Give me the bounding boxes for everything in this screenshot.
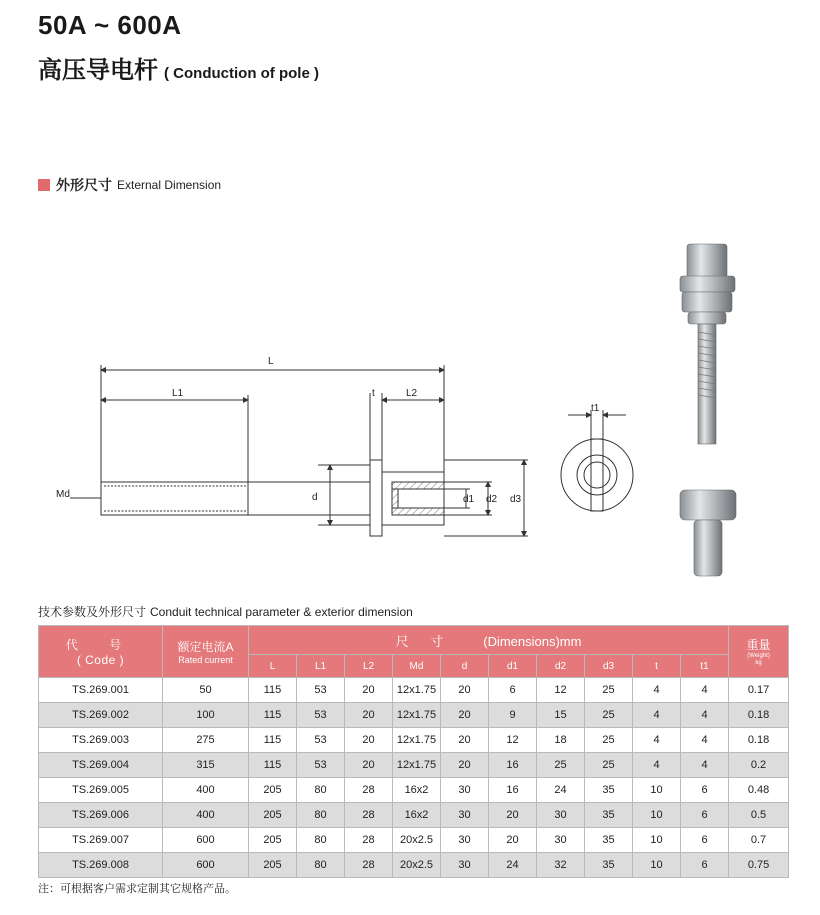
label-t1: t1 (591, 403, 600, 414)
table-cell: 9 (489, 703, 537, 728)
table-cell: 100 (163, 703, 249, 728)
table-cell: TS.269.001 (39, 678, 163, 703)
table-cell: 6 (681, 803, 729, 828)
table-row (39, 853, 789, 878)
table-cell: 24 (537, 778, 585, 803)
header-dimensions (249, 626, 729, 655)
table-cell: 600 (163, 828, 249, 853)
product-photo (660, 236, 760, 586)
table-cell: 0.2 (729, 753, 789, 778)
table-cell: 25 (585, 753, 633, 778)
table-cell: 16x2 (393, 803, 441, 828)
label-d1: d1 (463, 494, 475, 505)
header-rated-zh: 额定电流A (177, 640, 234, 654)
table-cell: 16 (489, 753, 537, 778)
table-cell: 400 (163, 803, 249, 828)
table-cell: 30 (441, 778, 489, 803)
table-cell: 275 (163, 728, 249, 753)
header-rated-current (163, 626, 249, 678)
header-weight-en: (Weight) kg (747, 653, 770, 666)
table-cell: TS.269.004 (39, 753, 163, 778)
header-rated-en: Rated current (178, 655, 233, 665)
table-cell: 25 (585, 678, 633, 703)
table-cell: 24 (489, 853, 537, 878)
table-cell: 6 (681, 778, 729, 803)
table-cell: 10 (633, 828, 681, 853)
table-cell: 400 (163, 778, 249, 803)
table-cell: TS.269.003 (39, 728, 163, 753)
table-cell: 16x2 (393, 778, 441, 803)
table-cell: 205 (249, 778, 297, 803)
header-col-t1: t1 (681, 655, 729, 678)
header-weight-zh: 重量 (746, 638, 771, 652)
table-cell: 20 (441, 753, 489, 778)
label-L: L (268, 356, 274, 367)
header-code-zh: 代 号 (65, 638, 136, 652)
table-cell: 12x1.75 (393, 753, 441, 778)
table-cell: 50 (163, 678, 249, 703)
table-cell: 4 (681, 703, 729, 728)
table-cell: 0.18 (729, 728, 789, 753)
table-cell: 600 (163, 853, 249, 878)
section-marker-icon (38, 179, 50, 191)
table-caption-zh: 技术参数及外形尺寸 (38, 605, 147, 619)
table-cell: 35 (585, 778, 633, 803)
table-cell: 53 (297, 703, 345, 728)
table-cell: 20 (345, 728, 393, 753)
table-cell: 20 (441, 703, 489, 728)
table-cell: 4 (633, 753, 681, 778)
table-cell: 10 (633, 853, 681, 878)
section-heading-en: External Dimension (117, 178, 222, 192)
table-cell: 80 (297, 778, 345, 803)
label-L2: L2 (406, 388, 418, 399)
table-cell: 18 (537, 728, 585, 753)
table-cell: 30 (441, 828, 489, 853)
table-cell: 315 (163, 753, 249, 778)
table-cell: TS.269.006 (39, 803, 163, 828)
table-cell: 20 (345, 678, 393, 703)
spec-table (38, 625, 789, 878)
table-cell: 6 (489, 678, 537, 703)
table-cell: 30 (441, 803, 489, 828)
table-cell: 80 (297, 803, 345, 828)
table-cell: 4 (681, 753, 729, 778)
table-cell: 0.18 (729, 703, 789, 728)
table-cell: 12 (489, 728, 537, 753)
table-row (39, 703, 789, 728)
table-cell: 28 (345, 853, 393, 878)
header-col-l2: L2 (345, 655, 393, 678)
product-title-en: ( Conduction of pole ) (164, 65, 319, 82)
label-L1: L1 (172, 388, 184, 399)
table-cell: 30 (441, 853, 489, 878)
table-cell: 0.48 (729, 778, 789, 803)
table-cell: 0.17 (729, 678, 789, 703)
table-cell: 20 (345, 703, 393, 728)
table-cell: 205 (249, 803, 297, 828)
table-cell: 53 (297, 728, 345, 753)
table-cell: 30 (537, 803, 585, 828)
table-caption (38, 603, 413, 620)
table-cell: 4 (681, 728, 729, 753)
table-row (39, 778, 789, 803)
header-code-en: ( Code ) (76, 653, 125, 667)
table-cell: 12x1.75 (393, 728, 441, 753)
table-cell: 4 (681, 678, 729, 703)
table-cell: TS.269.007 (39, 828, 163, 853)
table-cell: 115 (249, 728, 297, 753)
section-heading-zh: 外形尺寸 (56, 177, 112, 193)
table-cell: 4 (633, 728, 681, 753)
header-weight (729, 626, 789, 678)
table-cell: TS.269.005 (39, 778, 163, 803)
table-cell: 80 (297, 828, 345, 853)
table-cell: 205 (249, 828, 297, 853)
table-cell: 0.5 (729, 803, 789, 828)
table-cell: 6 (681, 828, 729, 853)
table-cell: 0.75 (729, 853, 789, 878)
product-title-zh: 高压导电杆 (38, 57, 158, 84)
header-col-t: t (633, 655, 681, 678)
table-cell: 4 (633, 678, 681, 703)
table-cell: 35 (585, 828, 633, 853)
table-row (39, 803, 789, 828)
table-cell: 4 (633, 703, 681, 728)
product-title (38, 50, 319, 85)
table-cell: 10 (633, 778, 681, 803)
header-col-d2: d2 (537, 655, 585, 678)
footnote: 注：可根据客户需求定制其它规格产品。 (38, 883, 236, 895)
section-heading (38, 175, 221, 195)
table-cell: 205 (249, 853, 297, 878)
table-cell: 28 (345, 778, 393, 803)
table-cell: 6 (681, 853, 729, 878)
header-dimensions-en: (Dimensions)mm (483, 633, 582, 649)
table-row (39, 728, 789, 753)
table-cell: 20 (489, 828, 537, 853)
table-cell: 115 (249, 703, 297, 728)
table-cell: 32 (537, 853, 585, 878)
table-cell: 53 (297, 678, 345, 703)
header-col-d3: d3 (585, 655, 633, 678)
table-cell: 25 (537, 753, 585, 778)
table-row (39, 828, 789, 853)
table-cell: 20 (441, 678, 489, 703)
table-cell: 12x1.75 (393, 703, 441, 728)
header-col-d1: d1 (489, 655, 537, 678)
table-cell: 20x2.5 (393, 853, 441, 878)
table-cell: TS.269.002 (39, 703, 163, 728)
table-cell: 20x2.5 (393, 828, 441, 853)
table-cell: 30 (537, 828, 585, 853)
table-cell: 12 (537, 678, 585, 703)
header-col-l: L (249, 655, 297, 678)
page-title: 50A ~ 600A (38, 10, 182, 40)
table-cell: 20 (345, 753, 393, 778)
table-row (39, 678, 789, 703)
table-cell: 53 (297, 753, 345, 778)
label-Md: Md (56, 489, 70, 500)
label-d3: d3 (510, 494, 522, 505)
table-cell: 115 (249, 753, 297, 778)
table-caption-en: Conduit technical parameter & exterior dimension (150, 605, 413, 619)
table-cell: 10 (633, 803, 681, 828)
table-cell: 80 (297, 853, 345, 878)
table-cell: 25 (585, 728, 633, 753)
header-dimensions-zh: 尺 寸 (395, 633, 444, 649)
header-col-l1: L1 (297, 655, 345, 678)
table-cell: 16 (489, 778, 537, 803)
table-cell: 15 (537, 703, 585, 728)
header-col-d: d (441, 655, 489, 678)
table-cell: 20 (489, 803, 537, 828)
label-d: d (312, 492, 318, 503)
table-cell: 35 (585, 803, 633, 828)
table-cell: 115 (249, 678, 297, 703)
table-row (39, 753, 789, 778)
label-t: t (372, 388, 375, 399)
table-cell: 35 (585, 853, 633, 878)
table-cell: 28 (345, 803, 393, 828)
table-cell: 0.7 (729, 828, 789, 853)
dimension-drawing (0, 200, 640, 570)
table-cell: TS.269.008 (39, 853, 163, 878)
table-cell: 25 (585, 703, 633, 728)
table-cell: 28 (345, 828, 393, 853)
header-col-md: Md (393, 655, 441, 678)
label-d2: d2 (486, 494, 498, 505)
table-cell: 12x1.75 (393, 678, 441, 703)
header-code (39, 626, 163, 678)
table-cell: 20 (441, 728, 489, 753)
